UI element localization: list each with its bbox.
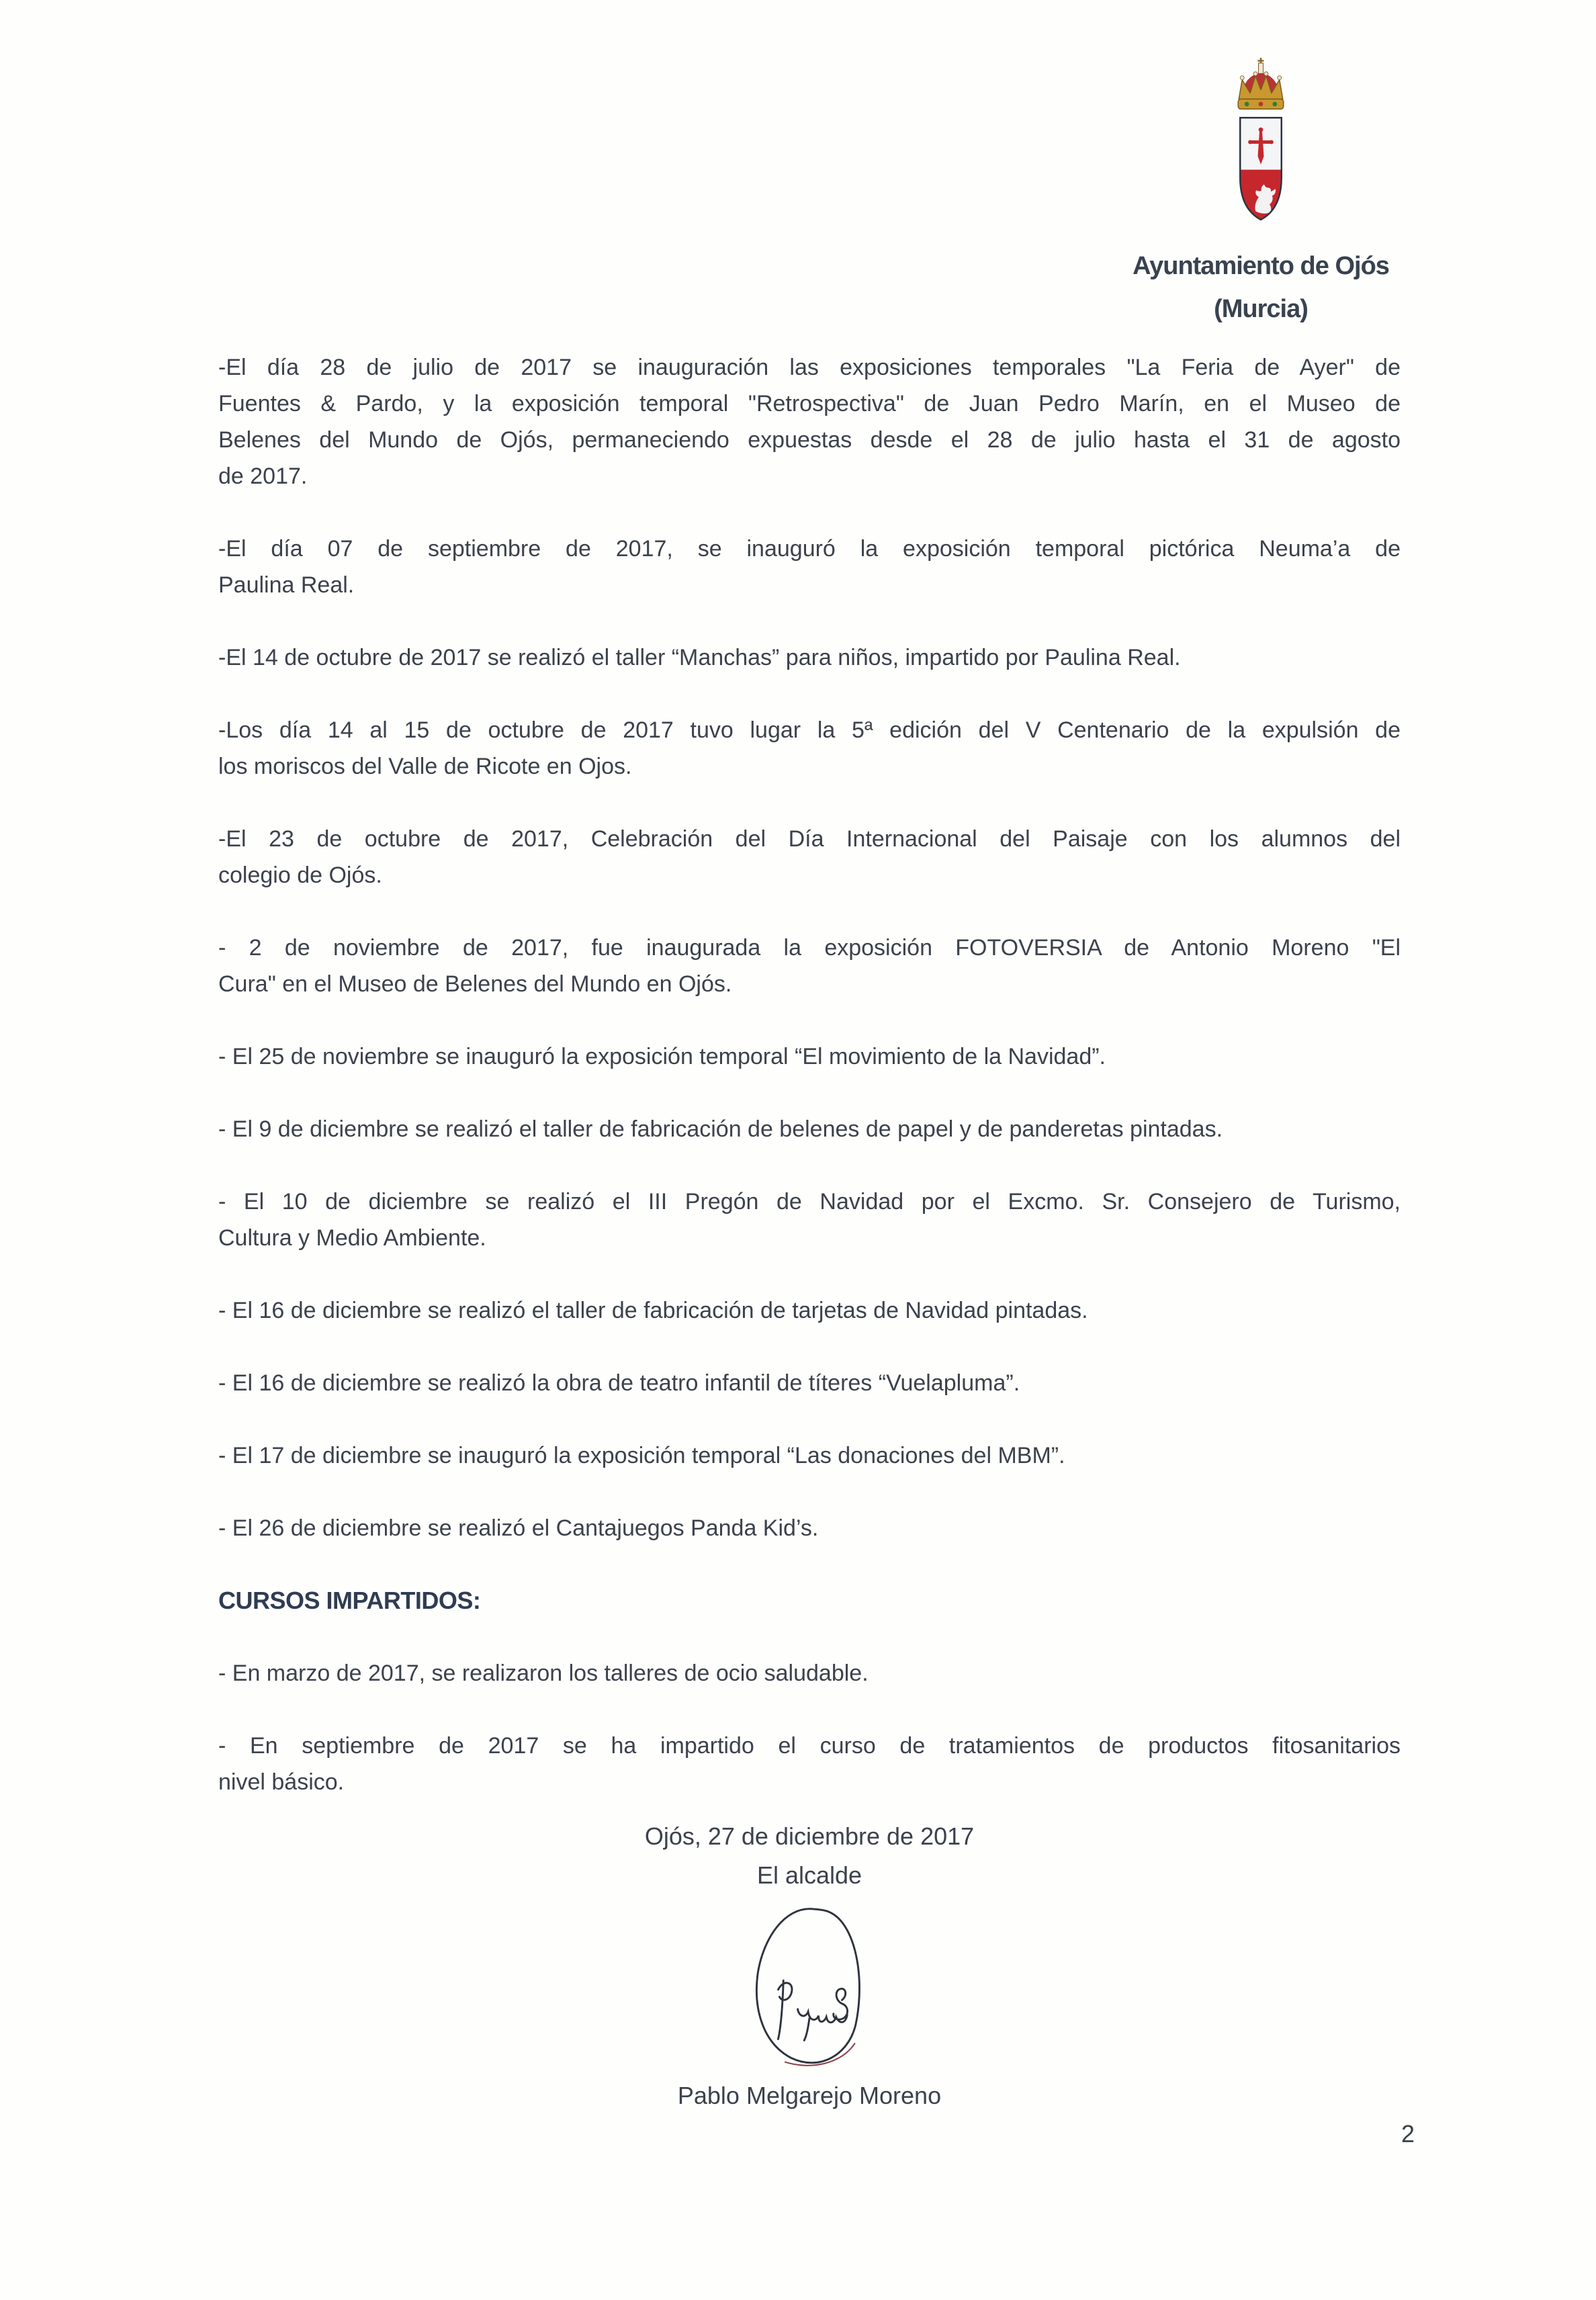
paragraph bbox=[218, 712, 1401, 785]
paragraph bbox=[218, 1292, 1401, 1329]
text-line: -El día 28 de julio de 2017 se inauguración las exposiciones temporales "La Feria de Ayer" de bbox=[218, 355, 1401, 380]
text-line: Fuentes & Pardo, y la exposición temporal "Retrospectiva" de Juan Pedro Marín, en el Museo de bbox=[218, 391, 1401, 416]
paragraph bbox=[218, 531, 1401, 603]
text-line: - El 9 de diciembre se realizó el taller de fabricación de belenes de papel y de panderetas pintadas. bbox=[218, 1116, 1223, 1142]
text-line: - El 17 de diciembre se inauguró la exposición temporal “Las donaciones del MBM”. bbox=[218, 1443, 1065, 1468]
place-date: Ojós, 27 de diciembre de 2017 bbox=[644, 1822, 975, 1850]
paragraph bbox=[218, 1728, 1401, 1800]
paragraph bbox=[218, 1111, 1401, 1147]
paragraph bbox=[218, 821, 1401, 893]
paragraph bbox=[218, 930, 1401, 1002]
text-line: - El 26 de diciembre se realizó el Cantajuegos Panda Kid’s. bbox=[218, 1515, 819, 1541]
text-line: - En marzo de 2017, se realizaron los talleres de ocio saludable. bbox=[218, 1661, 869, 1686]
signer-title: El alcalde bbox=[756, 1861, 862, 1889]
paragraph bbox=[218, 1184, 1401, 1256]
text-line: - El 16 de diciembre se realizó el taller de fabricación de tarjetas de Navidad pintadas. bbox=[218, 1298, 1088, 1323]
org-region: (Murcia) bbox=[1214, 295, 1308, 323]
text-line: - El 10 de diciembre se realizó el III Pregón de Navidad por el Excmo. Sr. Consejero de Turismo, bbox=[218, 1189, 1401, 1214]
paragraph bbox=[218, 1438, 1401, 1474]
paragraph bbox=[218, 1655, 1401, 1691]
signer-name: Pablo Melgarejo Moreno bbox=[677, 2082, 942, 2109]
text-line: - El 16 de diciembre se realizó la obra de teatro infantil de títeres “Vuelapluma”. bbox=[218, 1370, 1020, 1396]
text-line: -El día 07 de septiembre de 2017, se inauguró la exposición temporal pictórica Neuma’a de bbox=[218, 536, 1401, 562]
paragraph bbox=[218, 1365, 1401, 1401]
text-line: -El 14 de octubre de 2017 se realizó el taller “Manchas” para niños, impartido por Paulina Real. bbox=[218, 645, 1181, 670]
paragraph bbox=[218, 1510, 1401, 1546]
text-line: nivel básico. bbox=[218, 1769, 345, 1795]
text-line: de 2017. bbox=[218, 463, 308, 489]
paragraph bbox=[218, 639, 1401, 676]
closing-block bbox=[218, 1818, 1401, 2115]
section-heading: CURSOS IMPARTIDOS: bbox=[218, 1587, 481, 1614]
text-line: Paulina Real. bbox=[218, 572, 355, 598]
text-line: - El 25 de noviembre se inauguró la exposición temporal “El movimiento de la Navidad”. bbox=[218, 1044, 1106, 1069]
text-line: -Los día 14 al 15 de octubre de 2017 tuvo lugar la 5ª edición del V Centenario de la expulsión de bbox=[218, 717, 1401, 743]
text-line: Cura" en el Museo de Belenes del Mundo en Ojós. bbox=[218, 971, 732, 997]
text-line: los moriscos del Valle de Ricote en Ojos. bbox=[218, 754, 632, 779]
text-line: colegio de Ojós. bbox=[218, 862, 382, 888]
text-line: - 2 de noviembre de 2017, fue inaugurada la exposición FOTOVERSIA de Antonio Moreno "El bbox=[218, 935, 1401, 961]
paragraph bbox=[218, 349, 1401, 494]
org-name: Ayuntamiento de Ojós bbox=[1133, 252, 1389, 280]
courses-list bbox=[218, 1655, 1401, 1800]
handwritten-signature bbox=[742, 1904, 877, 2073]
text-line: -El 23 de octubre de 2017, Celebración del Día Internacional del Paisaje con los alumnos del bbox=[218, 826, 1401, 852]
text-line: Belenes del Mundo de Ojós, permaneciendo expuestas desde el 28 de julio hasta el 31 de agosto bbox=[218, 427, 1401, 453]
text-line: - En septiembre de 2017 se ha impartido el curso de tratamientos de productos fitosanitarios bbox=[218, 1733, 1401, 1759]
events-list bbox=[218, 349, 1401, 1546]
text-line: Cultura y Medio Ambiente. bbox=[218, 1225, 486, 1251]
paragraph bbox=[218, 1038, 1401, 1075]
page-number: 2 bbox=[1401, 2120, 1415, 2148]
